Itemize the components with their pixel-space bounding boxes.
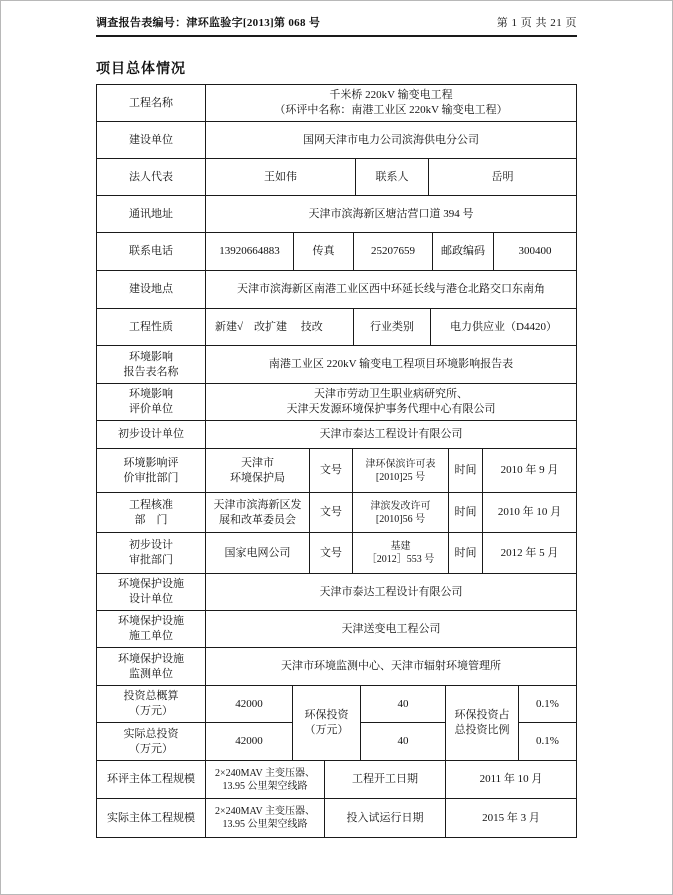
project-name-label: 工程名称 — [97, 85, 206, 121]
eia-scale-label: 环评主体工程规模 — [97, 761, 206, 798]
project-name-line2: （环评中名称：南港工业区 220kV 输变电工程） — [274, 104, 508, 116]
phone-label: 联系电话 — [97, 233, 206, 270]
construction-unit-label: 建设单位 — [97, 122, 206, 158]
actual-investment-label — [97, 723, 205, 760]
row-prelim-design-unit — [97, 421, 576, 449]
ep-budget-value: 40 — [361, 686, 445, 723]
project-approval-dept — [206, 493, 310, 532]
start-date-value: 2011 年 10 月 — [479, 773, 543, 785]
project-approval-label — [97, 493, 206, 532]
actual-scale-label: 实际主体工程规模 — [97, 799, 206, 837]
ep-monitoring-label-line1: 环境保护设施 — [118, 652, 184, 665]
industry-value: 电力供应业（D4420） — [450, 320, 557, 333]
project-approval-doc-number — [353, 493, 449, 532]
eia-approval-dept-line1: 天津市 — [241, 456, 274, 469]
project-approval-label-line2: 部 门 — [134, 513, 168, 526]
row-construction-unit — [97, 122, 576, 159]
project-approval-time-label: 时间 — [449, 493, 483, 532]
eia-scale-value — [206, 761, 325, 798]
design-approval-doc-number — [353, 533, 449, 573]
eia-approval-doc-line2: [2010]25 号 — [375, 471, 426, 483]
row-ep-monitoring — [97, 648, 576, 686]
actual-scale-value — [206, 799, 325, 837]
row-project-name — [97, 85, 576, 122]
row-eia-unit — [97, 384, 576, 421]
legal-rep-label: 法人代表 — [97, 159, 206, 195]
project-approval-doc-line2: [2010]56 号 — [375, 513, 426, 525]
budget-label-line1: 投资总概算 — [123, 690, 179, 702]
design-approval-doc-line2: ［2012］553 号 — [366, 554, 435, 565]
ratio-label-line2: 总投资比例 — [454, 724, 510, 736]
page-content — [96, 1, 577, 838]
contact-value: 岳明 — [491, 170, 514, 183]
ep-design-label — [97, 574, 206, 610]
design-approval-label-line2: 审批部门 — [129, 554, 173, 566]
eia-approval-dept — [206, 449, 310, 492]
eia-unit-value-line2: 天津天发源环境保护事务代理中心有限公司 — [286, 403, 496, 415]
address-value: 天津市滨海新区塘沽营口道 394 号 — [308, 207, 474, 220]
design-approval-time-value: 2012 年 5 月 — [500, 546, 559, 559]
design-approval-label — [97, 533, 206, 573]
design-approval-doc-line1: 基建 — [390, 541, 411, 552]
design-approval-dept: 国家电网公司 — [206, 533, 310, 573]
row-address — [97, 196, 576, 233]
construction-unit-value: 国网天津市电力公司滨海供电分公司 — [303, 133, 479, 146]
ep-design-label-line2: 设计单位 — [129, 593, 173, 605]
project-approval-dept-line2: 展和改革委员会 — [219, 513, 296, 526]
eia-scale-line1: 2×240MAV 主变压器、 — [214, 767, 315, 779]
investment-labels-column — [97, 686, 206, 760]
row-project-approval — [97, 493, 576, 533]
actual-scale-line2: 13.95 公里架空线路 — [222, 819, 308, 830]
project-name-value — [206, 85, 576, 121]
eia-approval-doc-number — [353, 449, 449, 492]
ep-investment-values-column — [361, 686, 446, 760]
ep-monitoring-label — [97, 648, 206, 685]
site-label: 建设地点 — [97, 271, 206, 308]
ep-construction-label-line2: 施工单位 — [129, 630, 173, 642]
design-approval-time-label: 时间 — [449, 533, 483, 573]
legal-rep-value: 王如伟 — [206, 159, 356, 195]
page-header — [96, 14, 577, 37]
eia-approval-dept-line2: 环境保护局 — [230, 471, 285, 484]
actual-investment-value: 42000 — [235, 735, 263, 747]
eia-unit-value-line1: 天津市劳动卫生职业病研究所、 — [314, 388, 468, 400]
row-eia-scale — [97, 761, 576, 799]
project-approval-label-line1: 工程核准 — [129, 498, 173, 511]
eia-report-name-label — [97, 346, 206, 383]
ep-design-value: 天津市泰达工程设计有限公司 — [319, 585, 463, 598]
eia-approval-label — [97, 449, 206, 492]
prelim-design-unit-value: 天津市泰达工程设计有限公司 — [319, 428, 463, 440]
section-title: 项目总体情况 — [96, 62, 186, 77]
ratio-actual-value: 0.1% — [536, 735, 559, 747]
fax-label: 传真 — [294, 233, 354, 270]
address-label: 通讯地址 — [97, 196, 206, 232]
zip-value: 300400 — [518, 245, 552, 257]
row-actual-scale — [97, 799, 576, 837]
eia-approval-doc-label: 文号 — [310, 449, 353, 492]
fax-value: 25207659 — [354, 233, 433, 270]
nature-label: 工程性质 — [97, 309, 206, 345]
page-indicator: 第 1 页 共 21 页 — [496, 17, 577, 29]
eia-unit-label-line2: 评价单位 — [129, 403, 173, 415]
row-legal-rep — [97, 159, 576, 196]
actual-investment-label-line1: 实际总投资 — [123, 727, 179, 740]
ep-construction-value: 天津送变电工程公司 — [341, 622, 441, 635]
eia-approval-time-label: 时间 — [449, 449, 483, 492]
row-eia-approval — [97, 449, 576, 493]
eia-approval-doc-line1: 津环保滨许可表 — [365, 458, 436, 470]
industry-label: 行业类别 — [354, 309, 431, 345]
project-name-line1: 千米桥 220kV 输变电工程 — [329, 89, 453, 101]
ratio-budget-value: 0.1% — [519, 686, 576, 723]
eia-unit-label — [97, 384, 206, 420]
row-eia-report-name — [97, 346, 576, 384]
contact-label: 联系人 — [356, 159, 429, 195]
project-info-table — [96, 84, 577, 838]
ep-construction-label-line1: 环境保护设施 — [118, 615, 184, 627]
ep-construction-label — [97, 611, 206, 647]
project-approval-doc-line1: 津滨发改许可 — [370, 500, 431, 512]
ep-design-label-line1: 环境保护设施 — [118, 578, 184, 590]
ratio-label — [446, 686, 519, 760]
prelim-design-unit-label: 初步设计单位 — [97, 421, 206, 448]
ratio-label-line1: 环保投资占 — [454, 709, 510, 721]
trial-date-value: 2015 年 3 月 — [482, 811, 540, 824]
eia-report-name-value: 南港工业区 220kV 输变电工程项目环境影响报告表 — [268, 358, 514, 370]
design-approval-doc-label: 文号 — [310, 533, 353, 573]
site-value: 天津市滨海新区南港工业区西中环延长线与港仓北路交口东南角 — [237, 283, 545, 295]
row-phone — [97, 233, 576, 271]
eia-unit-label-line1: 环境影响 — [129, 388, 173, 400]
ep-investment-label — [293, 686, 361, 760]
budget-value: 42000 — [206, 686, 292, 723]
row-design-approval — [97, 533, 576, 574]
zip-label: 邮政编码 — [433, 233, 494, 270]
row-site — [97, 271, 576, 309]
investment-values-column — [206, 686, 293, 760]
ep-actual-value: 40 — [397, 735, 409, 747]
phone-value: 13920664883 — [206, 233, 294, 270]
eia-approval-label-line1: 环境影响评 — [123, 456, 179, 469]
eia-approval-label-line2: 价审批部门 — [123, 471, 179, 484]
row-nature — [97, 309, 576, 346]
rows-investment — [97, 686, 576, 761]
project-approval-doc-label: 文号 — [310, 493, 353, 532]
report-doc-number: 调查报告表编号：津环监验字[2013]第 068 号 — [96, 17, 321, 29]
ep-investment-label-line1: 环保投资 — [304, 709, 349, 721]
ratio-values-column — [519, 686, 576, 760]
actual-scale-line1: 2×240MAV 主变压器、 — [214, 806, 315, 817]
nature-value: 新建√ 改扩建 技改 — [206, 309, 354, 345]
ep-monitoring-label-line2: 监测单位 — [129, 667, 173, 680]
eia-scale-line2: 13.95 公里架空线路 — [222, 780, 308, 792]
eia-approval-time-value: 2010 年 9 月 — [500, 464, 559, 476]
eia-report-name-label-line1: 环境影响 — [129, 350, 173, 363]
row-ep-construction — [97, 611, 576, 648]
start-date-label: 工程开工日期 — [325, 761, 446, 798]
design-approval-label-line1: 初步设计 — [129, 539, 173, 551]
trial-date-label: 投入试运行日期 — [325, 799, 446, 837]
budget-label-line2: （万元） — [129, 705, 173, 717]
project-approval-time-value: 2010 年 10 月 — [497, 506, 562, 518]
eia-report-name-label-line2: 报告表名称 — [123, 365, 179, 378]
project-approval-dept-line1: 天津市滨海新区发 — [213, 498, 302, 511]
budget-label — [97, 686, 205, 723]
ep-investment-label-line2: （万元） — [304, 724, 349, 736]
actual-investment-label-line2: （万元） — [129, 742, 173, 755]
ep-monitoring-value: 天津市环境监测中心、天津市辐射环境管理所 — [281, 660, 501, 672]
eia-unit-value — [206, 384, 576, 420]
row-ep-design — [97, 574, 576, 611]
